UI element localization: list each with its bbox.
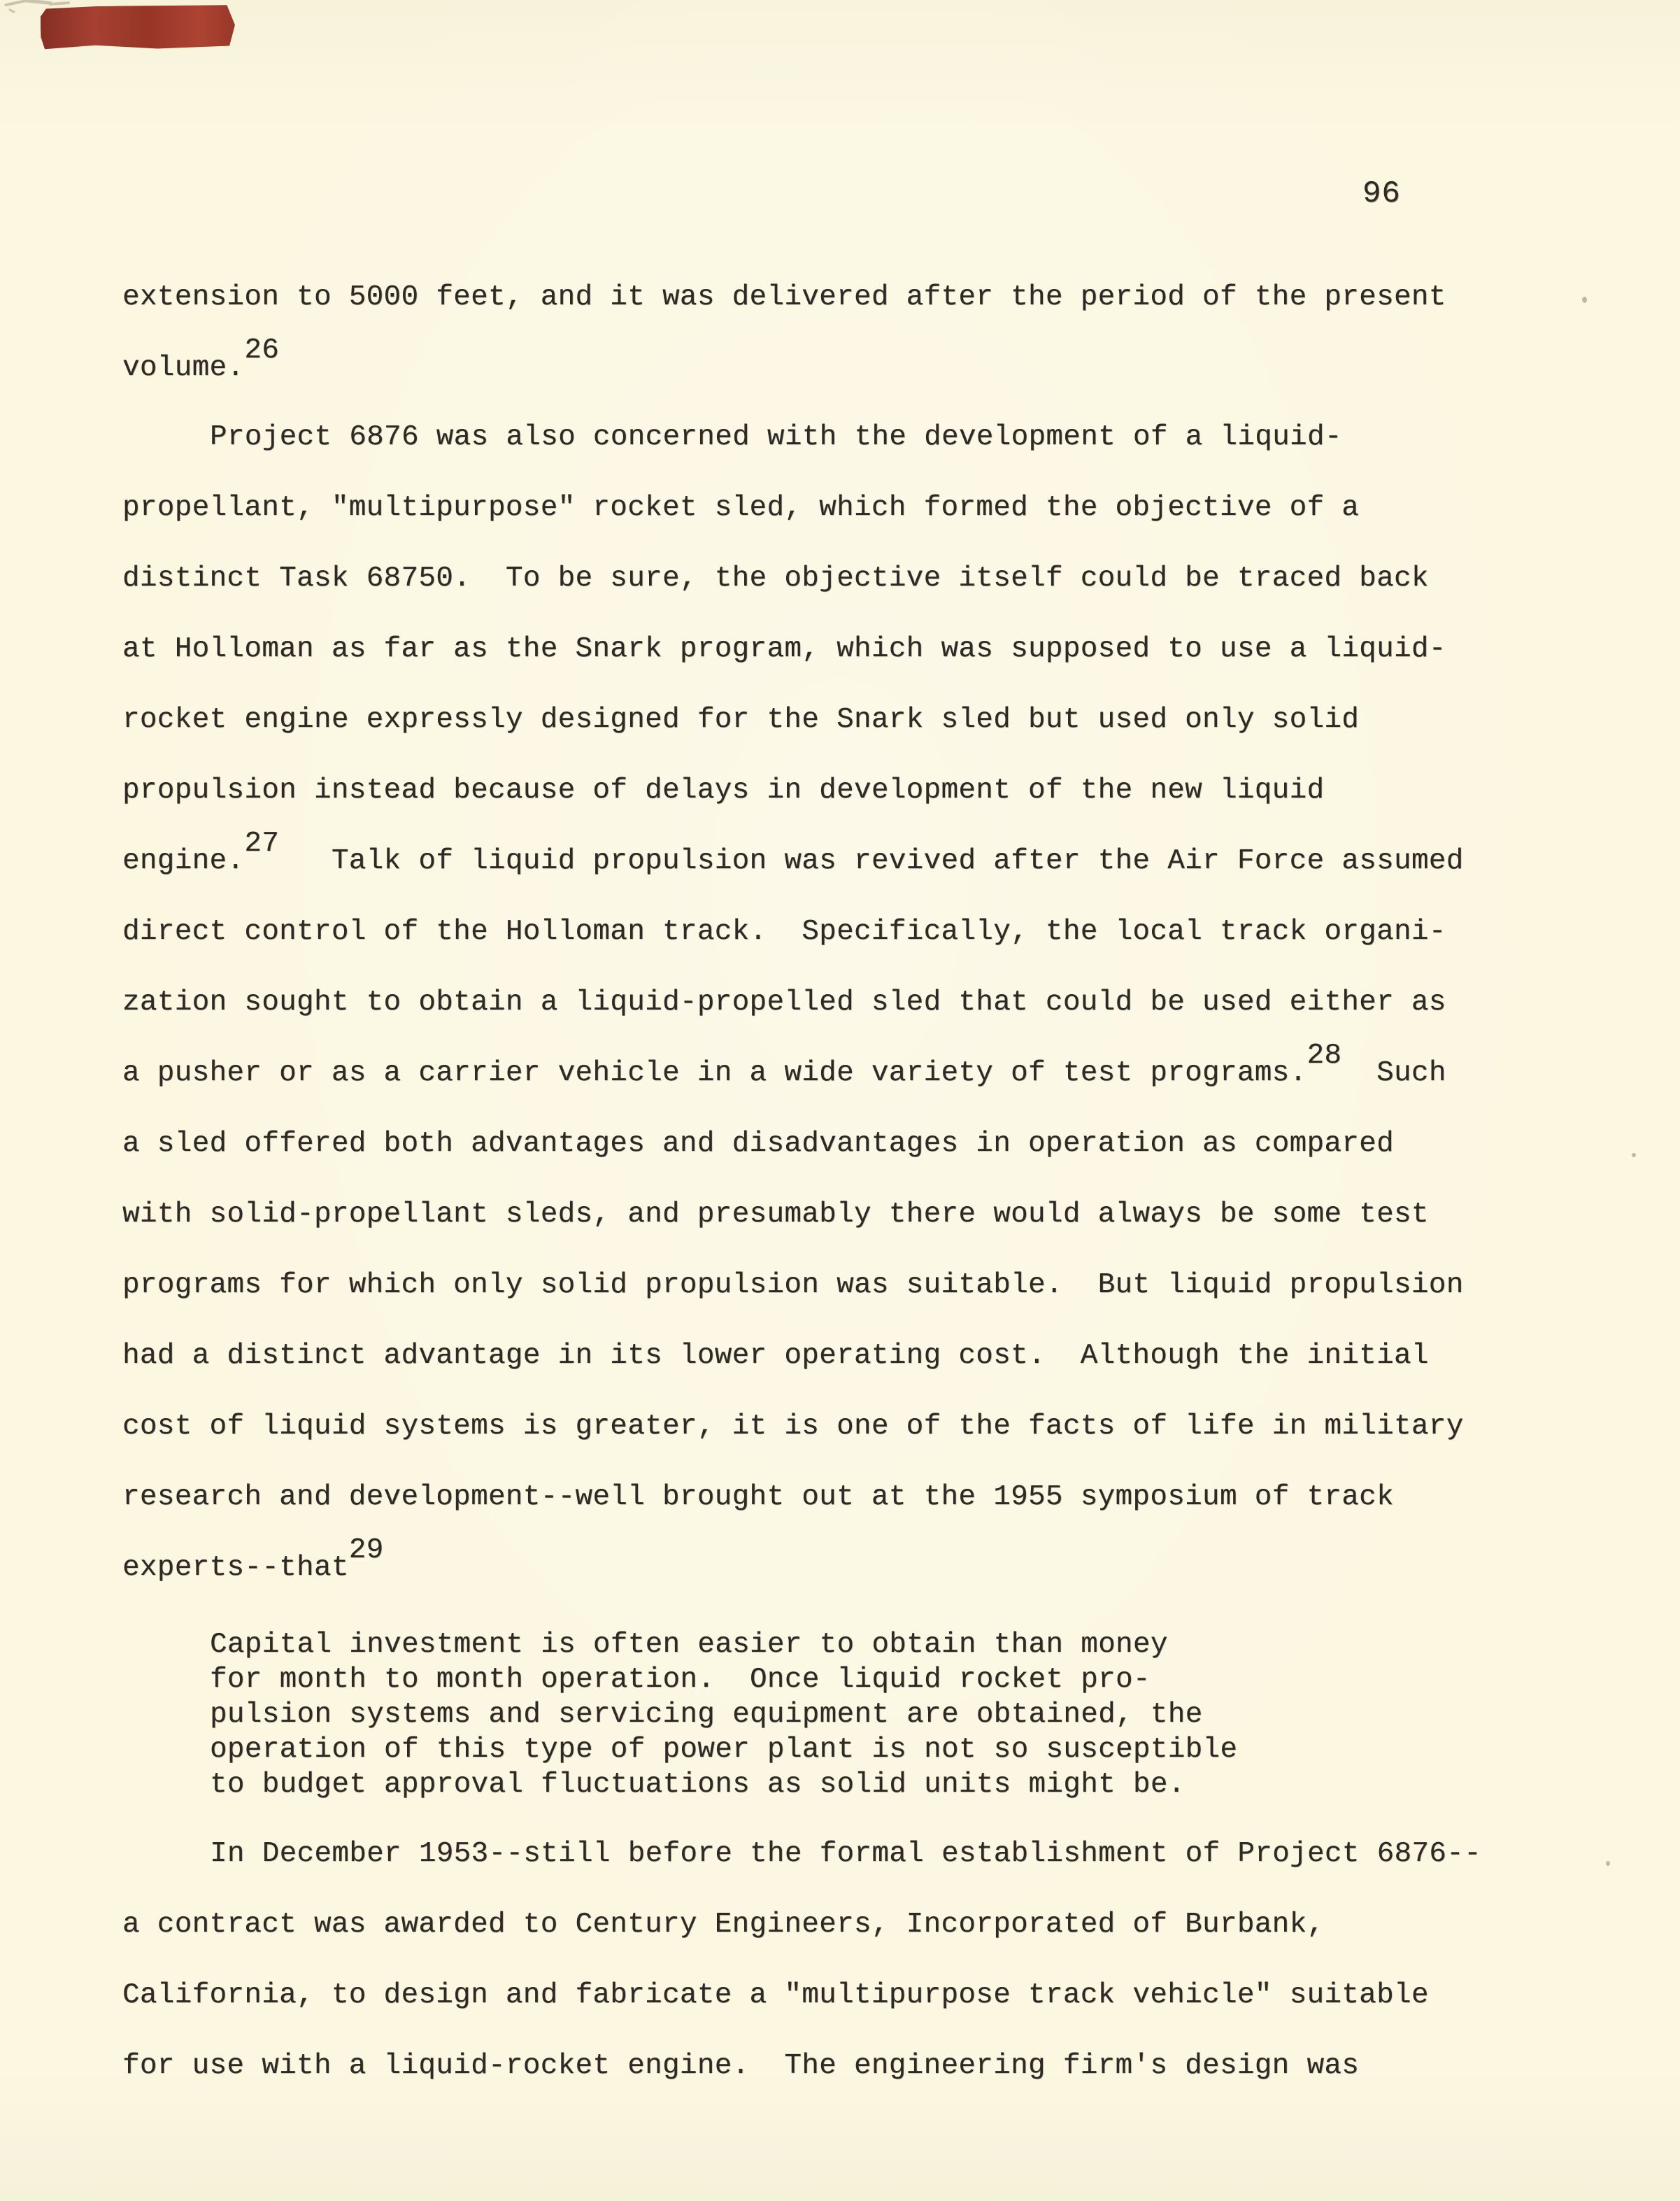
text-line: California, to design and fabricate a "multipurpose track vehicle" suitable (122, 1979, 1429, 2011)
page-number: 96 (1362, 176, 1401, 211)
quote-line: operation of this type of power plant is not so susceptible (210, 1734, 1238, 1766)
footnote-ref: 26 (244, 334, 280, 367)
footnote-ref: 29 (348, 1534, 384, 1566)
block-quote (210, 1627, 1237, 1802)
text-line: cost of liquid systems is greater, it is one of the facts of life in military (122, 1410, 1464, 1443)
text-line: In December 1953--still before the formal establishment of Project 6876-- (210, 1838, 1481, 1870)
text-line: research and development--well brought out at the 1955 symposium of track (122, 1481, 1394, 1513)
text-line: direct control of the Holloman track. Specifically, the local track organi- (122, 916, 1446, 948)
quote-line: to budget approval fluctuations as solid units might be. (210, 1769, 1186, 1801)
text-line: a contract was awarded to Century Engineers, Incorporated of Burbank, (122, 1909, 1325, 1941)
pencil-scribble (3, 0, 80, 18)
paper-speck (1606, 1861, 1610, 1866)
text-line: zation sought to obtain a liquid-propelled sled that could be used either as (122, 986, 1446, 1019)
text-line: for use with a liquid-rocket engine. The engineering firm's design was (122, 2050, 1360, 2082)
text-line: propellant, "multipurpose" rocket sled, which formed the objective of a (122, 492, 1360, 524)
quote-line: for month to month operation. Once liquid rocket pro- (210, 1664, 1151, 1696)
paragraph-main (122, 402, 1464, 1604)
text-line: distinct Task 68750. To be sure, the objective itself could be traced back (122, 562, 1429, 595)
text-line: rocket engine expressly designed for the Snark sled but used only solid (122, 704, 1360, 736)
text-line: at Holloman as far as the Snark program, which was supposed to use a liquid- (122, 633, 1446, 665)
text-line: had a distinct advantage in its lower operating cost. Although the initial (122, 1340, 1429, 1372)
text-line: with solid-propellant sleds, and presumably there would always be some test (122, 1198, 1429, 1231)
text-line: propulsion instead because of delays in development of the new liquid (122, 774, 1325, 807)
quote-line: pulsion systems and servicing equipment are obtained, the (210, 1699, 1203, 1731)
paragraph-final (122, 1819, 1481, 2102)
text-line: Project 6876 was also concerned with the development of a liquid- (210, 421, 1342, 453)
paper-speck (1632, 1153, 1636, 1157)
footnote-ref: 28 (1307, 1039, 1342, 1072)
quote-line: Capital investment is often easier to obtain than money (210, 1629, 1168, 1661)
text-line: a sled offered both advantages and disadvantages in operation as compared (122, 1128, 1394, 1160)
text-line: engine.27 Talk of liquid propulsion was revived after the Air Force assumed (122, 827, 1464, 877)
text-line: experts--that29 (122, 1534, 384, 1584)
text-line: volume.26 (122, 334, 280, 384)
footnote-ref: 27 (244, 827, 280, 860)
text-line: extension to 5000 feet, and it was delivered after the period of the present (122, 281, 1446, 313)
paper-speck (1582, 297, 1587, 303)
paragraph-continuation (122, 262, 1446, 404)
text-line: programs for which only solid propulsion was suitable. But liquid propulsion (122, 1269, 1464, 1301)
text-line: a pusher or as a carrier vehicle in a wide variety of test programs.28 Such (122, 1039, 1446, 1089)
